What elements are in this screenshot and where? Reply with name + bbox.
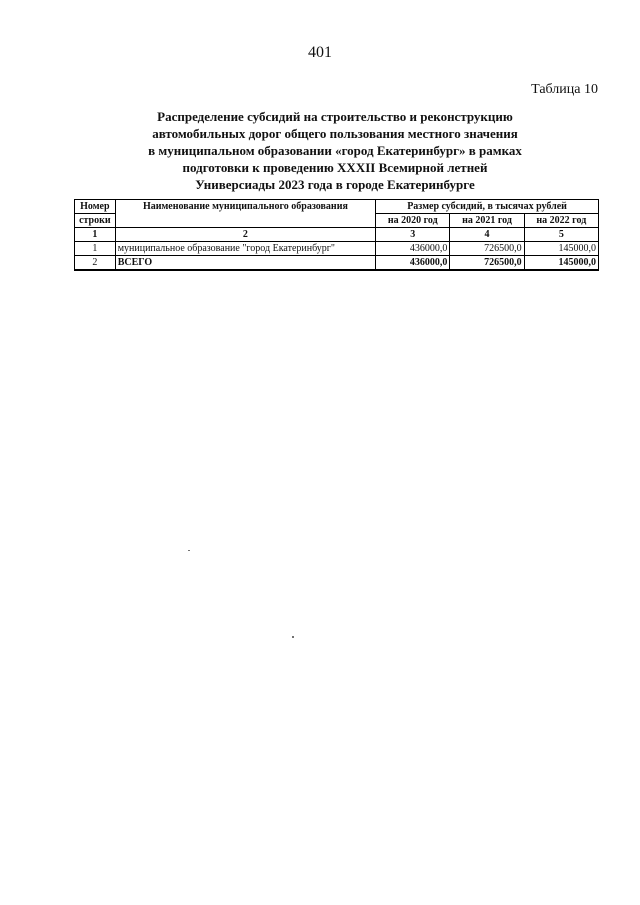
page-number: 401 bbox=[308, 44, 332, 61]
row-number-header: Номер bbox=[75, 200, 116, 214]
row-number-header-line2: строки bbox=[75, 214, 116, 228]
total-amount-cell: 436000,0 bbox=[376, 256, 450, 271]
subsidy-table bbox=[74, 199, 599, 271]
column-number: 5 bbox=[524, 228, 598, 242]
header-row bbox=[75, 200, 599, 214]
title-line: в муниципальном образовании «город Екатеринбург» в рамках bbox=[148, 143, 522, 158]
table-caption: Таблица 10 bbox=[531, 82, 598, 97]
title-line: подготовки к проведению XXXII Всемирной летней bbox=[182, 160, 488, 175]
title-line: автомобильных дорог общего пользования местного значения bbox=[152, 126, 518, 141]
year-header: на 2020 год bbox=[376, 214, 450, 228]
amount-cell: 436000,0 bbox=[376, 242, 450, 256]
column-number: 3 bbox=[376, 228, 450, 242]
row-number: 1 bbox=[75, 242, 116, 256]
column-number-row bbox=[75, 228, 599, 242]
row-number: 2 bbox=[75, 256, 116, 271]
name-header: Наименование муниципального образования bbox=[115, 200, 375, 228]
title-line: Универсиады 2023 года в городе Екатеринбурге bbox=[195, 177, 475, 192]
year-header: на 2021 год bbox=[450, 214, 524, 228]
column-number: 2 bbox=[115, 228, 375, 242]
scan-speck bbox=[188, 550, 190, 551]
scan-speck bbox=[292, 636, 294, 638]
year-header: на 2022 год bbox=[524, 214, 598, 228]
amount-group-header: Размер субсидий, в тысячах рублей bbox=[376, 200, 599, 214]
total-row bbox=[75, 256, 599, 271]
total-amount-cell: 726500,0 bbox=[450, 256, 524, 271]
document-title bbox=[120, 108, 550, 193]
title-line: Распределение субсидий на строительство и реконструкцию bbox=[157, 109, 513, 124]
column-number: 1 bbox=[75, 228, 116, 242]
column-number: 4 bbox=[450, 228, 524, 242]
amount-cell: 726500,0 bbox=[450, 242, 524, 256]
total-label: ВСЕГО bbox=[115, 256, 375, 271]
amount-cell: 145000,0 bbox=[524, 242, 598, 256]
table-row bbox=[75, 242, 599, 256]
municipality-name: муниципальное образование "город Екатеринбург" bbox=[115, 242, 375, 256]
total-amount-cell: 145000,0 bbox=[524, 256, 598, 271]
